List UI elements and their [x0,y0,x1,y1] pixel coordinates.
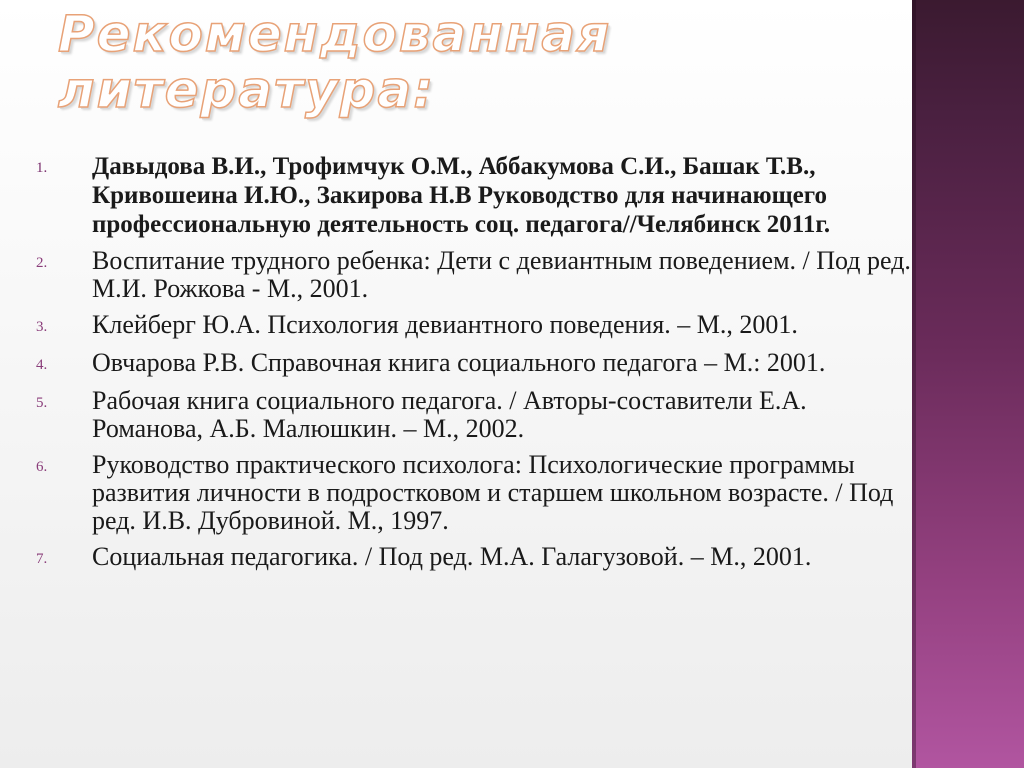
reference-number: 2. [36,255,48,271]
reference-text: Воспитание трудного ребенка: Дети с девиантным поведением. / Под ред. М.И. Рожкова - М., 2001. [92,246,911,303]
reference-text: Руководство практического психолога: Психологические программы развития личности в подростковом и старшем школьном возрасте. / Под ред. И.В. Дубровиной. М., 1997. [92,450,894,535]
slide-title-line-2: литература: [58,61,436,119]
reference-number: 3. [36,319,48,335]
reference-item [36,247,916,303]
reference-item [36,451,916,535]
reference-number: 4. [36,357,48,373]
reference-text: Давыдова В.И., Трофимчук О.М., Аббакумова С.И., Башак Т.В., Кривошеина И.Ю., Закирова Н.В Руководство для начинающего профессиональную деятельность соц. педагога//Челябинск 2011г. [92,153,831,238]
reference-number: 5. [36,395,48,411]
reference-item [36,543,916,573]
slide-title-line-1: Рекомендованная [58,5,612,63]
reference-text: Клейберг Ю.А. Психология девиантного поведения. – М., 2001. [92,310,798,339]
reference-number: 7. [36,551,48,567]
reference-text: Рабочая книга социального педагога. / Авторы-составители Е.А. Романова, А.Б. Малюшкин. – М., 2002. [92,386,807,443]
decorative-sidebar [912,0,1024,768]
reference-item [36,387,916,443]
reference-item [36,152,916,239]
reference-item [36,311,916,341]
reference-list [36,152,916,581]
reference-text: Овчарова Р.В. Справочная книга социального педагога – М.: 2001. [92,348,826,377]
reference-item [36,349,916,379]
reference-number: 6. [36,459,48,475]
slide-title [58,6,898,118]
reference-number: 1. [36,160,48,176]
reference-text: Социальная педагогика. / Под ред. М.А. Галагузовой. – М., 2001. [92,542,812,571]
